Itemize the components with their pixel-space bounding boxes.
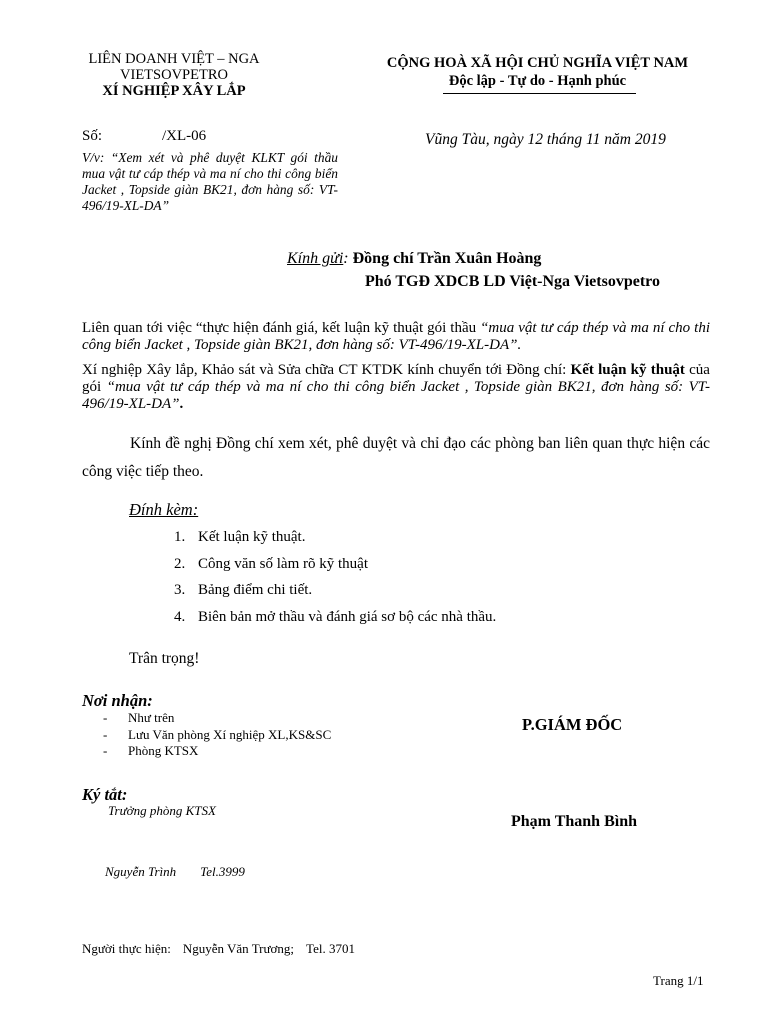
recipient-colon: : bbox=[343, 250, 353, 267]
list-item bbox=[174, 553, 496, 580]
para2-text-2: của gói bbox=[82, 362, 710, 395]
list-item bbox=[103, 727, 331, 744]
document-date: Vũng Tàu, ngày 12 tháng 11 năm 2019 bbox=[425, 131, 666, 148]
org-line-3: XÍ NGHIỆP XÂY LẮP bbox=[102, 83, 246, 99]
recipients-list bbox=[103, 710, 331, 760]
national-motto: Độc lập - Tự do - Hạnh phúc bbox=[448, 73, 627, 89]
recipient-line bbox=[287, 250, 541, 268]
drafter-tel: Tel.3999 bbox=[200, 864, 245, 879]
dash: - bbox=[103, 710, 108, 725]
recipient-item: Lưu Văn phòng Xí nghiệp XL,KS&SC bbox=[128, 726, 332, 742]
motto-underline bbox=[443, 93, 636, 94]
list-item-text: Bảng điểm chi tiết. bbox=[198, 582, 313, 598]
drafter-info bbox=[105, 864, 245, 880]
recipient-label: Kính gửi bbox=[287, 250, 344, 267]
attachments-title: Đính kèm: bbox=[129, 500, 199, 519]
document-subject: V/v: “Xem xét và phê duyệt KLKT gói thầu mua vật tư cáp thép và ma ní cho thi công biển Jacket , Topside giàn BK21, đơn hàng số: VT-496/19-XL-DA” bbox=[82, 150, 338, 213]
country-name: CỘNG HOÀ XÃ HỘI CHỦ NGHĨA VIỆT NAM bbox=[386, 55, 689, 71]
para2-bold: Kết luận kỹ thuật bbox=[570, 362, 685, 378]
executor-line bbox=[82, 941, 355, 957]
document-number-value: /XL-06 bbox=[162, 128, 207, 144]
para1-quote: “mua vật tư cáp thép và ma ní cho thi công biển Jacket , Topside giàn BK21, đơn hàng số: VT-496/19-XL-DA”. bbox=[82, 320, 711, 353]
para1-text: Liên quan tới việc “thực hiện đánh giá, kết luận kỹ thuật gói thầu bbox=[82, 320, 481, 336]
recipient-item: Phòng KTSX bbox=[128, 743, 199, 758]
dash: - bbox=[103, 726, 108, 742]
para2-end: . bbox=[179, 396, 184, 412]
body-paragraph-3: Kính đề nghị Đồng chí xem xét, phê duyệt và chỉ đạo các phòng ban liên quan thực hiện các công việc tiếp theo. bbox=[82, 435, 710, 480]
list-item-text: Kết luận kỹ thuật. bbox=[198, 529, 306, 545]
executor-label: Người thực hiện: bbox=[82, 941, 171, 956]
closing-regards: Trân trọng! bbox=[129, 650, 200, 667]
list-item-number: 1. bbox=[174, 529, 186, 545]
list-item bbox=[103, 710, 331, 727]
list-item-number: 3. bbox=[174, 582, 186, 598]
list-item-text: Công văn số làm rõ kỹ thuật bbox=[198, 555, 368, 572]
page-number: Trang 1/1 bbox=[653, 973, 704, 988]
signer-title: P.GIÁM ĐỐC bbox=[522, 715, 623, 734]
initials-role: Trưởng phòng KTSX bbox=[108, 803, 216, 818]
para2-text: Xí nghiệp Xây lắp, Khảo sát và Sửa chữa CT KTDK kính chuyển tới Đồng chí: bbox=[82, 362, 571, 378]
list-item bbox=[174, 526, 496, 553]
drafter-name: Nguyễn Trình bbox=[105, 864, 177, 879]
executor-name: Nguyễn Văn Trương; bbox=[182, 941, 295, 956]
list-item bbox=[103, 743, 331, 760]
national-header bbox=[360, 54, 715, 90]
signer-name: Phạm Thanh Bình bbox=[511, 813, 637, 830]
list-item-number: 4. bbox=[174, 608, 186, 625]
recipients-title: Nơi nhận: bbox=[82, 691, 153, 710]
list-item bbox=[174, 606, 496, 633]
attachments-list bbox=[174, 526, 496, 632]
dash: - bbox=[103, 743, 108, 758]
para2-quote: “mua vật tư cáp thép và ma ní cho thi công biển Jacket , Topside giàn BK21, đơn hàng số: VT-496/19-XL-DA” bbox=[82, 379, 711, 412]
list-item-number: 2. bbox=[174, 555, 186, 572]
organization-header bbox=[60, 51, 288, 99]
body-paragraph-1 bbox=[82, 320, 710, 354]
org-line-2: VIETSOVPETRO bbox=[120, 67, 228, 83]
document-number bbox=[82, 128, 206, 145]
document-number-label: Số: bbox=[82, 128, 103, 144]
list-item bbox=[174, 579, 496, 606]
list-item-text: Biên bản mở thầu và đánh giá sơ bộ các nhà thầu. bbox=[198, 608, 497, 625]
org-line-1: LIÊN DOANH VIỆT – NGA bbox=[88, 51, 260, 67]
recipient-position: Phó TGĐ XDCB LD Việt-Nga Vietsovpetro bbox=[365, 273, 660, 290]
body-paragraph-2 bbox=[82, 362, 710, 413]
recipient-name: Đồng chí Trần Xuân Hoàng bbox=[352, 250, 542, 267]
recipient-item: Như trên bbox=[128, 710, 175, 725]
executor-tel: Tel. 3701 bbox=[306, 941, 355, 956]
initials-title: Ký tắt: bbox=[82, 785, 128, 804]
